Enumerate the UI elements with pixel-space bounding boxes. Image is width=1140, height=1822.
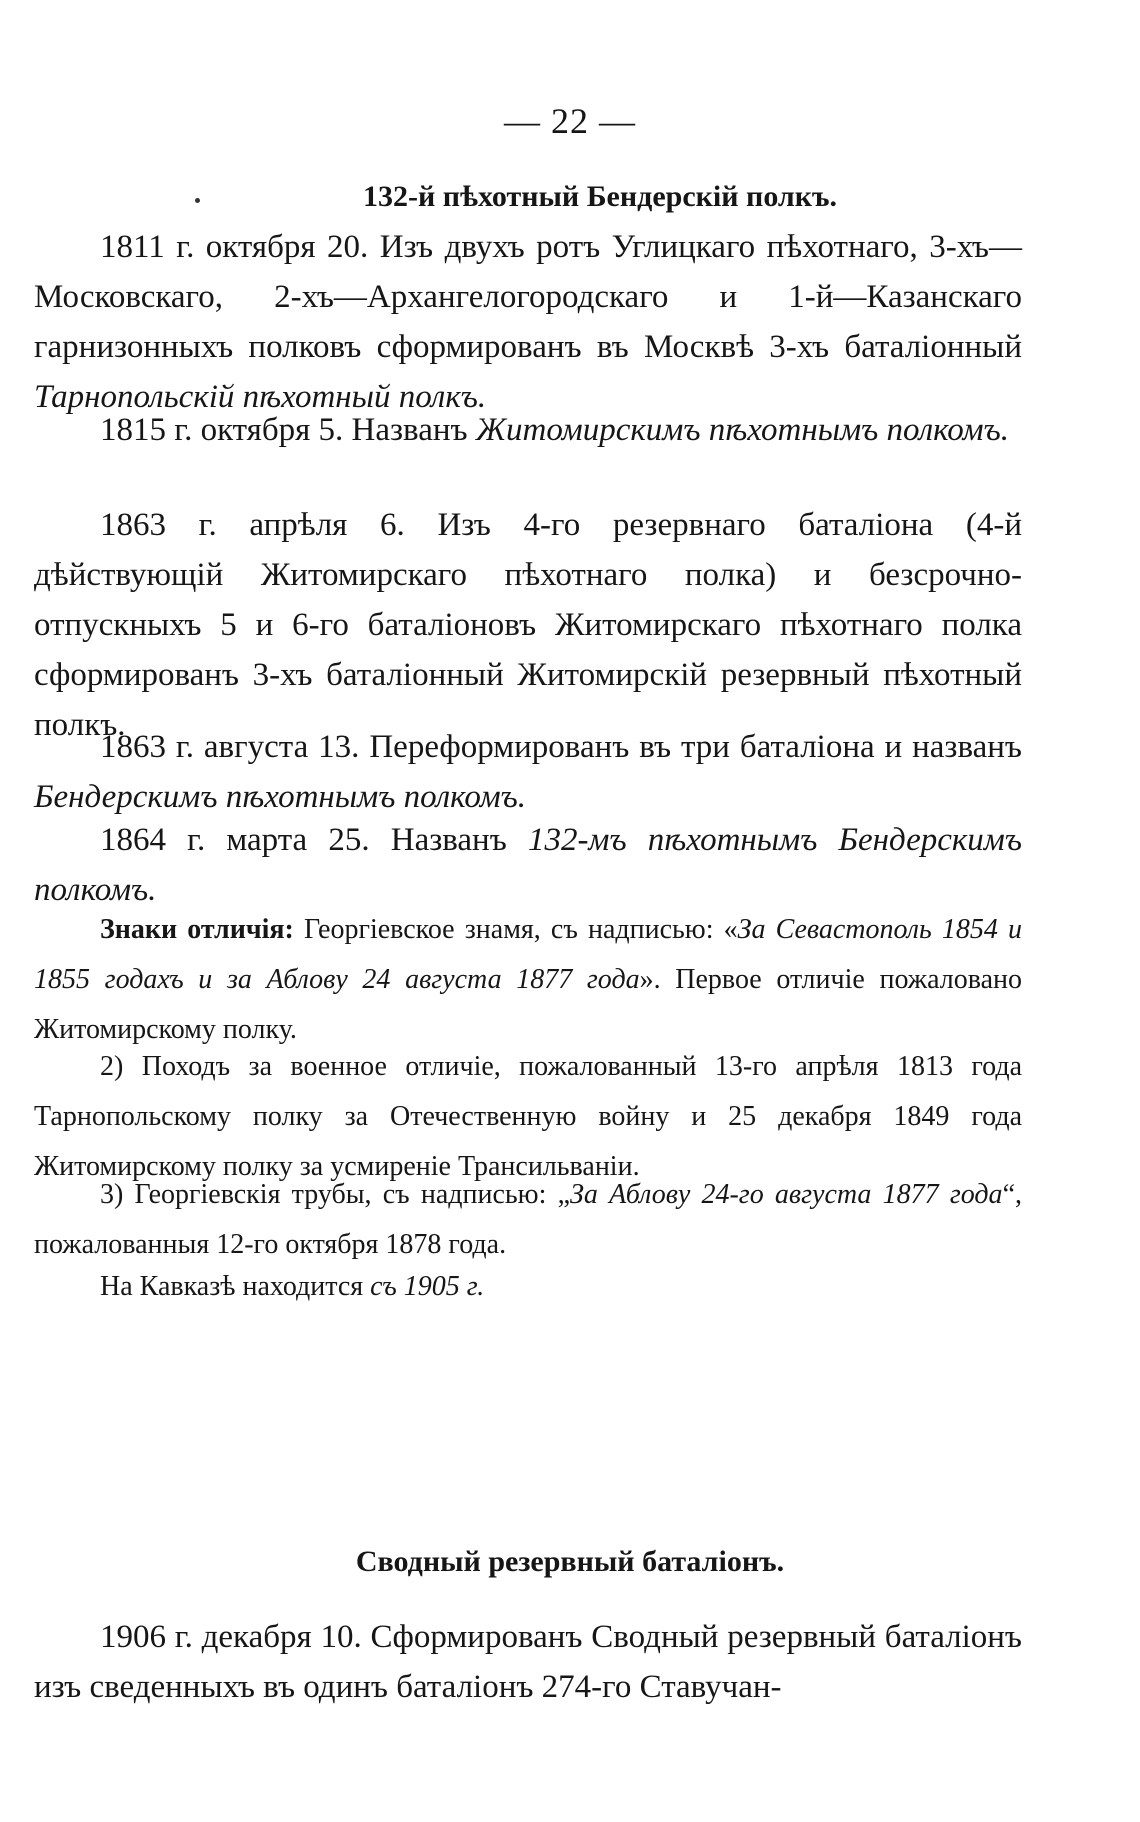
paragraph-1811-text: 1811 г. октября 20. Изъ двухъ ротъ Углицкаго пѣхотнаго, 3-хъ—Московскаго, 2-хъ—Архангелогородскаго и 1-й—Казанскаго гарнизонныхъ полковъ сформированъ въ Москвѣ 3-хъ баталіонный — [34, 229, 1022, 365]
caucasus-text: На Кавказѣ находится — [100, 1271, 371, 1302]
paragraph-1815 — [34, 405, 1022, 455]
paragraph-insignia — [34, 905, 1022, 1055]
trumpets-inscription: За Аблову 24-го августа 1877 года — [570, 1179, 1003, 1210]
paragraph-1811 — [34, 222, 1022, 422]
paragraph-trumpets — [34, 1170, 1022, 1270]
paragraph-1863-august — [34, 722, 1022, 822]
insignia-text: Георгіевское знамя, съ надписью: « — [293, 914, 738, 945]
paragraph-1863-august-text: 1863 г. августа 13. Переформированъ въ три баталіона и названъ — [100, 729, 1022, 765]
paragraph-1906 — [34, 1612, 1022, 1712]
paragraph-1864-text: 1864 г. марта 25. Названъ — [100, 822, 528, 858]
paragraph-1863-august-italic: Бендерскимъ пѣхотнымъ полкомъ. — [34, 779, 527, 815]
march-distinction-text: 2) Походъ за военное отличіе, пожалованный 13-го апрѣля 1813 года Тарнопольскому полку за Отечественную войну и 25 декабря 1849 года Житомирскому полку за усмиреніе Трансильваніи. — [34, 1051, 1022, 1182]
trumpets-text-2: “, пожалованныя 12-го октября 1878 года. — [34, 1179, 1022, 1260]
insignia-text-2: ». Первое отличіе пожаловано Житомирскому полку. — [34, 964, 1022, 1045]
paragraph-1864 — [34, 815, 1022, 915]
paragraph-1863-april-text: 1863 г. апрѣля 6. Изъ 4-го резервнаго баталіона (4-й дѣйствующій Житомирскаго пѣхотнаго полка) и безсрочно-отпускныхъ 5 и 6-го баталіоновъ Житомирскаго пѣхотнаго полка сформированъ 3-хъ баталіонный Житомирскій резервный пѣхотный полкъ. — [34, 507, 1022, 743]
caucasus-italic: съ 1905 г. — [370, 1271, 485, 1302]
page-number: — 22 — — [504, 101, 636, 141]
insignia-inscription: За Севастополь 1854 и 1855 годахъ и за Аблову 24 августа 1877 года — [34, 914, 1023, 995]
paragraph-1811-italic: Тарнопольскій пѣхотный полкъ. — [34, 379, 487, 415]
trumpets-text: 3) Георгіевскія трубы, съ надписью: „ — [100, 1179, 571, 1210]
paragraph-1815-italic: Житомирскимъ пѣхотнымъ полкомъ. — [475, 412, 1009, 448]
paragraph-1906-text: 1906 г. декабря 10. Сформированъ Сводный резервный баталіонъ изъ сведенныхъ въ одинъ баталіонъ 274-го Ставучан- — [34, 1619, 1022, 1705]
paragraph-1864-italic: 132-мъ пѣхотнымъ Бендерскимъ полкомъ. — [34, 822, 1022, 908]
paragraph-1863-april — [34, 500, 1022, 750]
paragraph-1815-text: 1815 г. октября 5. Названъ — [100, 412, 476, 448]
section-title-reserve-battalion: Сводный резервный баталіонъ. — [355, 1545, 785, 1578]
paragraph-caucasus — [34, 1262, 1022, 1312]
section-title-bender-regiment: 132-й пѣхотный Бендерскій полкъ. — [362, 180, 838, 213]
insignia-label: Знаки отличія: — [100, 914, 294, 945]
